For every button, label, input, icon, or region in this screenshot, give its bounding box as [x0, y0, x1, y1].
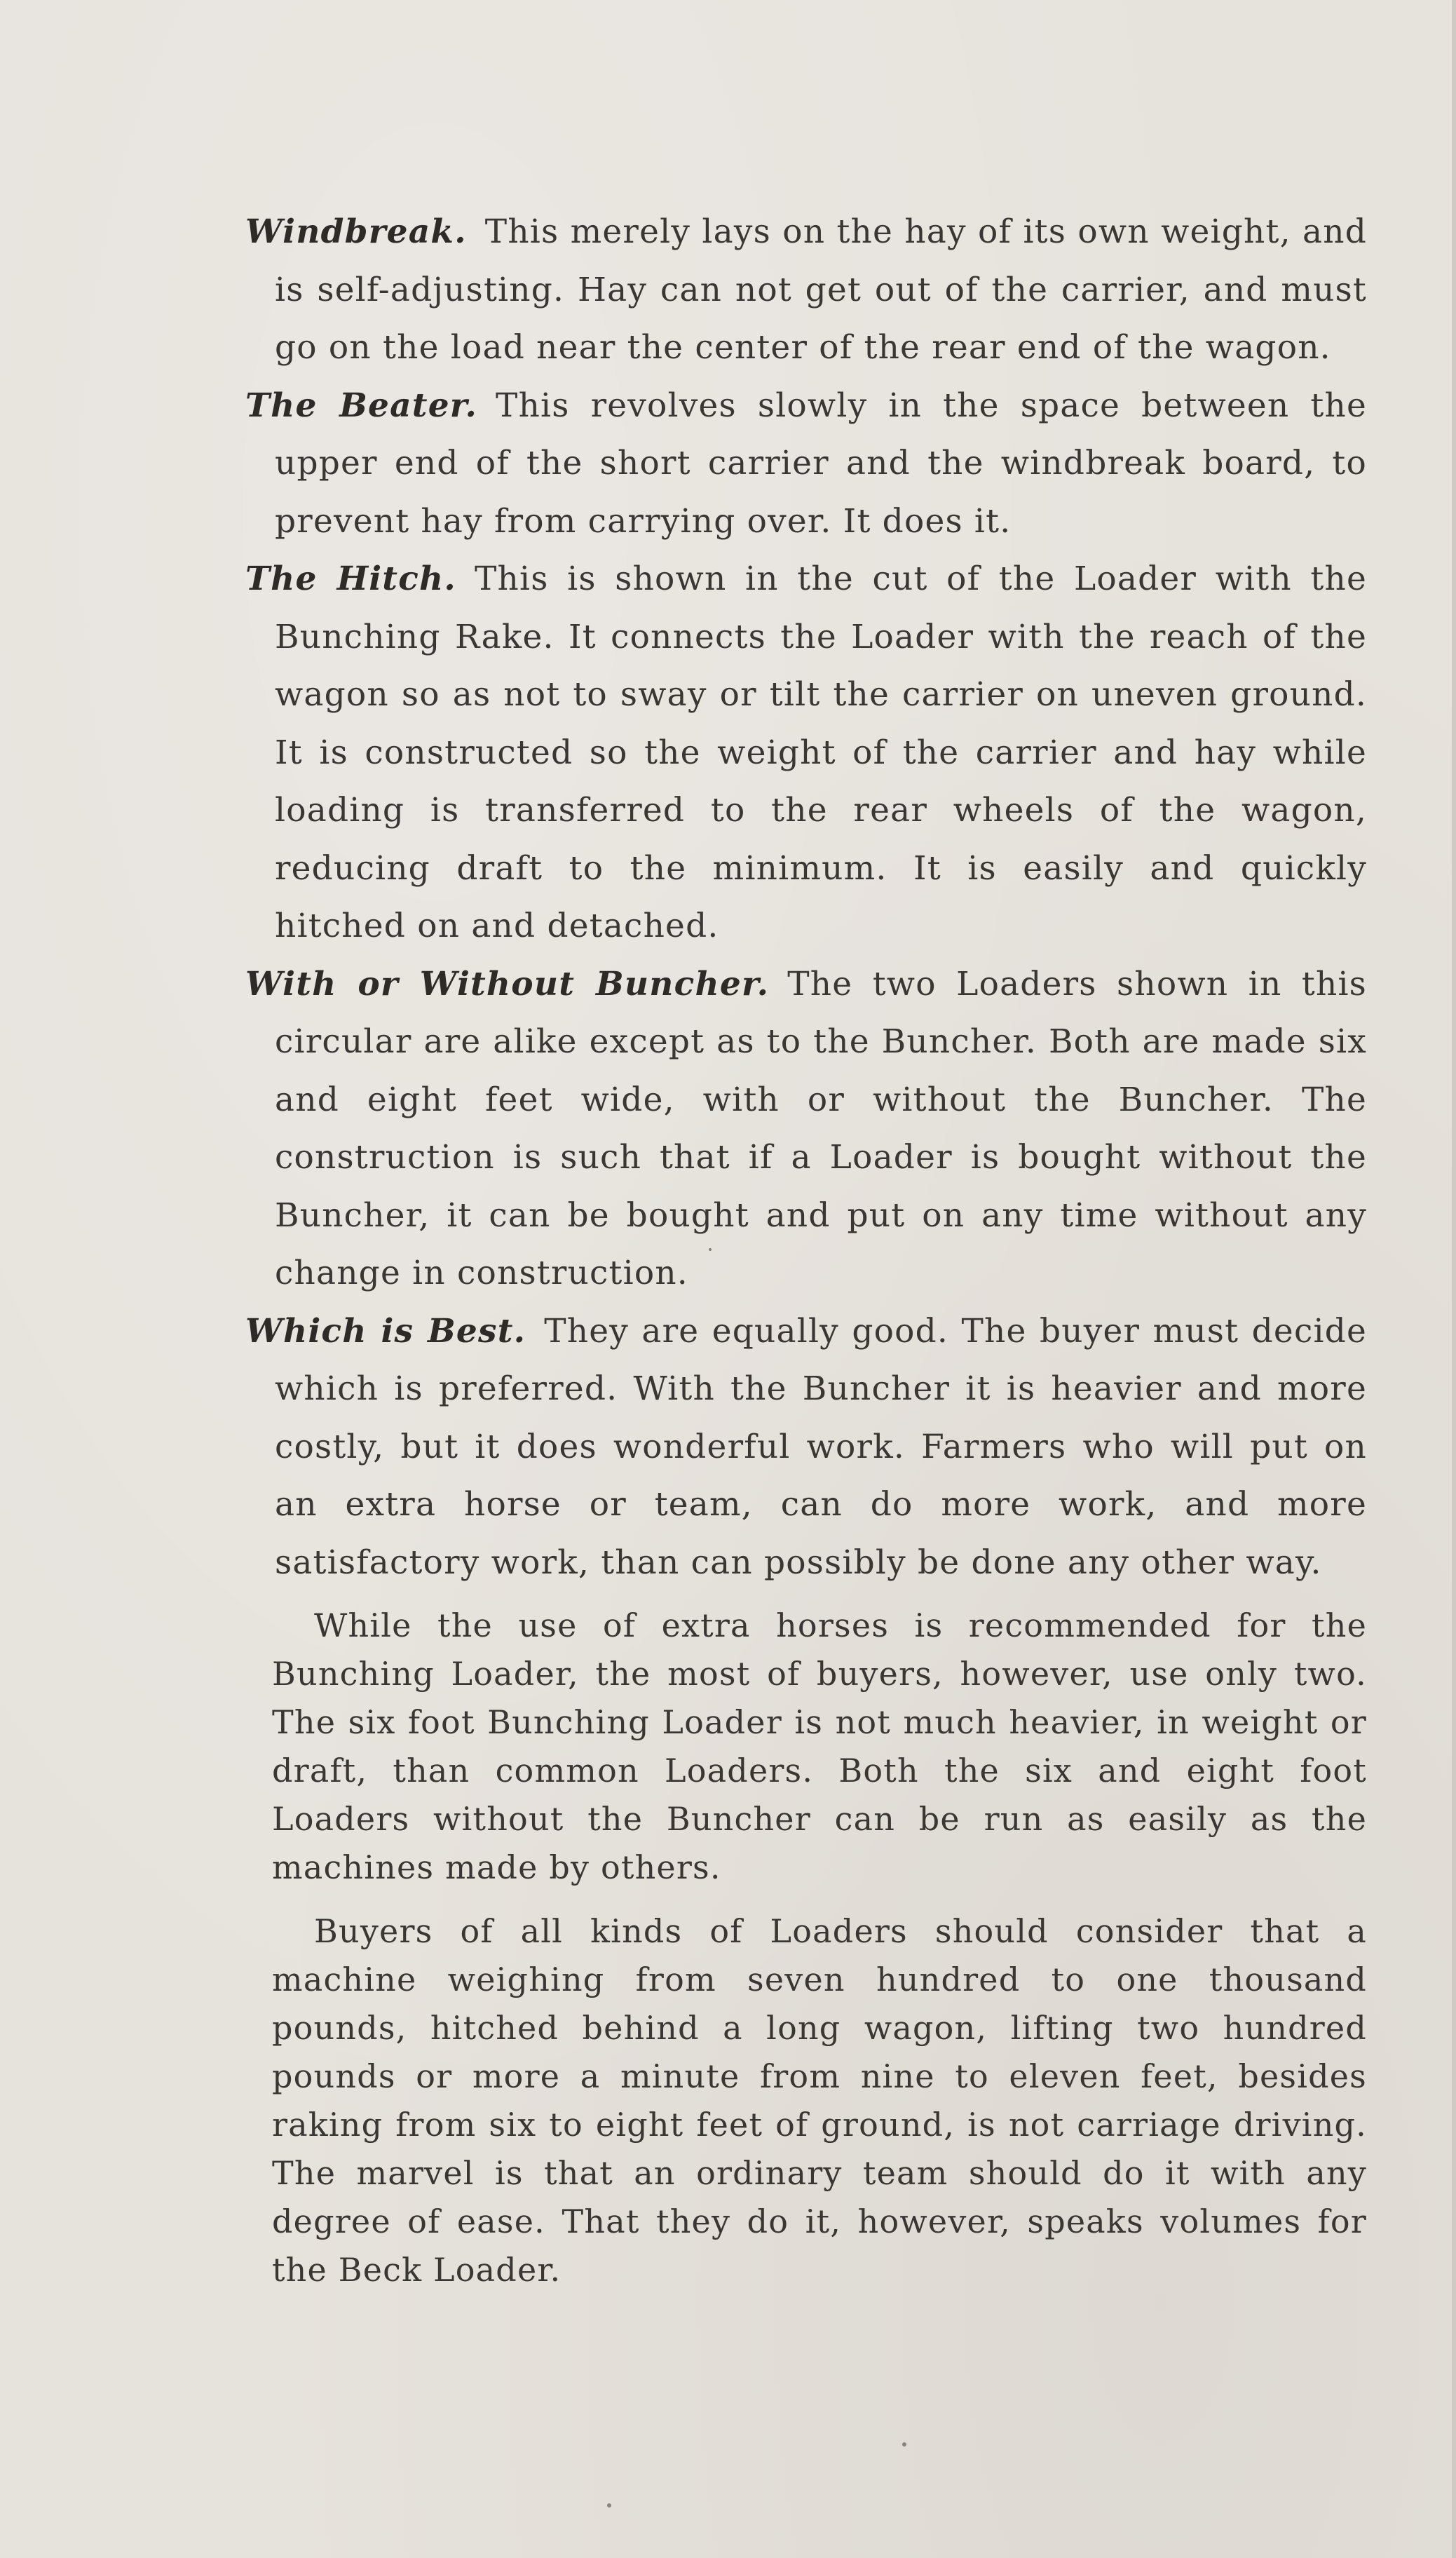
entry-text: This is shown in the cut of the Loader with the Bunching Rake. It connects the Loader with the reach of the wagon so as not to sway or tilt the carrier on uneven ground. It is constructed so the weight of the carrier and hay while loading is transferred to the rear wheels of the wagon, reducing draft to the minimum. It is easily and quickly hitched on and detached. — [275, 560, 1367, 945]
entry-the-hitch — [245, 550, 1367, 956]
entry-text: This merely lays on the hay of its own weight, and is self-adjusting. Hay can not get out of the carrier, and must go on the load near the center of the rear end of the wagon. — [275, 212, 1367, 367]
paper-speck — [709, 1248, 712, 1251]
entry-heading: The Beater. — [245, 386, 478, 425]
paper-speck — [607, 2503, 611, 2508]
paragraph-extra-horses: While the use of extra horses is recommended for the Bunching Loader, the most of buyers, however, use only two. The six foot Bunching Loader is not much heavier, in weight or draft, than common Loaders. Both the six and eight foot Loaders without the Buncher can be run as easily as the machines made by others. — [272, 1606, 1367, 1886]
entry-windbreak — [245, 203, 1367, 377]
paper-speck — [902, 2442, 906, 2447]
entry-heading: Windbreak. — [245, 212, 467, 251]
entry-heading: Which is Best. — [245, 1311, 526, 1351]
entry-the-beater — [245, 377, 1367, 551]
entry-heading: With or Without Buncher. — [245, 964, 770, 1003]
entry-text: This revolves slowly in the space between the upper end of the short carrier and the windbreak board, to prevent hay from carrying over. It does it. — [275, 386, 1367, 541]
paragraph-buyers-consider: Buyers of all kinds of Loaders should consider that a machine weighing from seven hundred to one thousand pounds, hitched behind a long wagon, lifting two hundred pounds or more a minute from nine to eleven feet, besides raking from six to eight feet of ground, is not carriage driving. The marvel is that an ordinary team should do it with any degree of ease. That they do it, however, speaks volumes for the Beck Loader. — [272, 1912, 1367, 2289]
text-column — [245, 203, 1367, 2294]
entry-heading: The Hitch. — [245, 560, 456, 598]
entry-text: They are equally good. The buyer must decide which is preferred. With the Buncher it is heavier and more costly, but it does wonderful work. Farmers who will put on an extra horse or team, can do more work, and more satisfactory work, than can possibly be done any other way. — [275, 1311, 1367, 1582]
entry-text: The two Loaders shown in this circular are alike except as to the Buncher. Both are made six and eight feet wide, with or without the Buncher. The construction is such that if a Loader is bought without the Buncher, it can be bought and put on any time without any change in construction. — [275, 964, 1367, 1292]
entry-with-or-without-buncher — [245, 956, 1367, 1303]
entry-which-is-best — [245, 1303, 1367, 1592]
